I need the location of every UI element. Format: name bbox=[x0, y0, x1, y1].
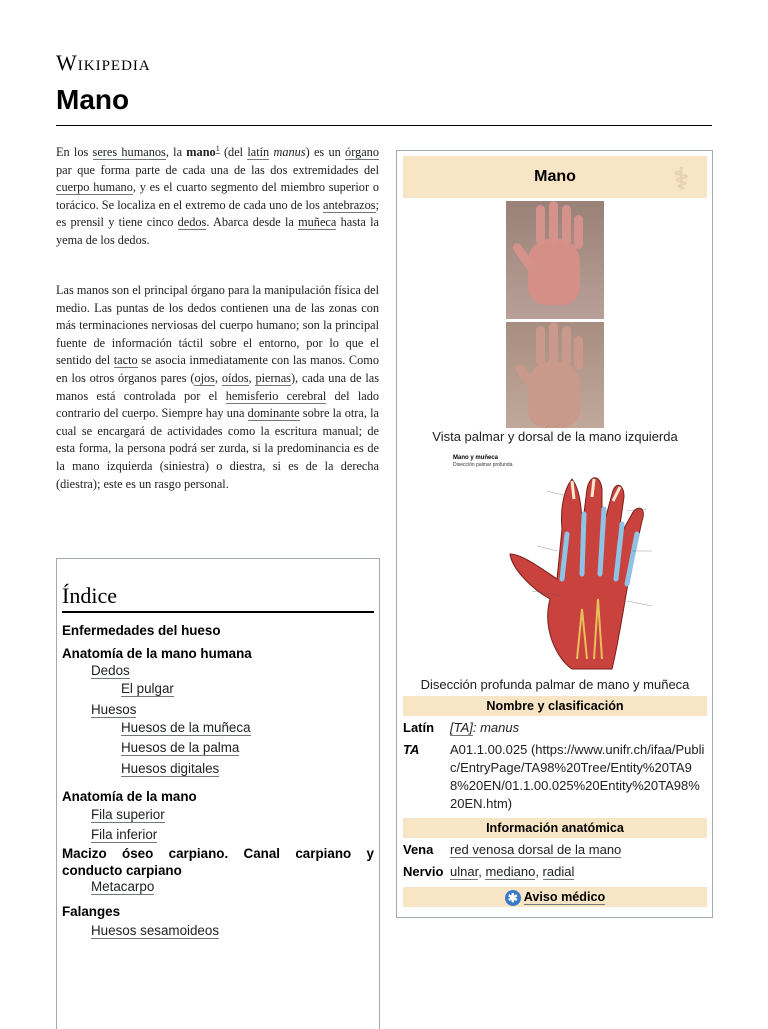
text-run: . Abarca desde la bbox=[206, 215, 299, 230]
toc-item[interactable]: Huesos sesamoideos bbox=[91, 923, 220, 938]
text-run: se asocia inmediatamente con las manos. Como en los otros órganos pares ( bbox=[56, 353, 379, 385]
nervio-value: ulnar, mediano, radial bbox=[450, 864, 575, 879]
toc-item[interactable]: Fila inferior bbox=[91, 827, 158, 842]
dissection-title: Mano y muñeca bbox=[453, 455, 499, 461]
footnote-ref[interactable]: 1 bbox=[215, 143, 220, 153]
caduceus-icon: ⚕ bbox=[673, 163, 690, 196]
intro-paragraph-2 bbox=[56, 282, 379, 493]
text-run: ; es prensil y tiene cinco bbox=[56, 197, 379, 230]
dissection-subtitle: Disección palmar profunda bbox=[453, 462, 513, 468]
article-link[interactable]: latín bbox=[247, 145, 270, 159]
toc-item[interactable]: Macizo óseo carpiano. Canal carpiano y conducto carpiano bbox=[62, 846, 374, 878]
nervio-label: Nervio bbox=[403, 864, 444, 879]
infobox-title-text: Mano bbox=[534, 168, 576, 185]
palm-photo[interactable] bbox=[506, 201, 604, 319]
toc-divider bbox=[62, 611, 374, 613]
nerve-link[interactable]: radial bbox=[542, 864, 575, 879]
ta-link[interactable]: [TA] bbox=[450, 720, 473, 735]
article-link[interactable]: ojos bbox=[194, 370, 215, 385]
toc-item[interactable]: Huesos digitales bbox=[121, 761, 220, 776]
article-link[interactable]: cuerpo humano bbox=[56, 180, 133, 195]
table-of-contents bbox=[56, 558, 380, 1029]
text-run: sobre la otra, la cual se encargará de actividades como la escritura manual; de esta forma, la persona podrá ser zurda, si la predominancia es de la mano izquierda (siniestra) o diestra, si es de la derecha (diestra); este es un rasgo personal. bbox=[56, 406, 379, 491]
text-run: , la bbox=[165, 145, 187, 159]
toc-item[interactable]: Metacarpo bbox=[91, 879, 155, 894]
article-link[interactable]: dominante bbox=[247, 406, 300, 421]
section-header-classification: Nombre y clasificación bbox=[403, 696, 707, 716]
title-divider bbox=[56, 125, 712, 126]
article-link[interactable]: tacto bbox=[113, 353, 138, 368]
article-link[interactable]: piernas bbox=[255, 370, 291, 385]
hand-dissection-illustration[interactable] bbox=[447, 451, 707, 673]
toc-item[interactable]: Huesos bbox=[91, 702, 137, 717]
text-run: par que forma parte de cada una de las dos extremidades del bbox=[56, 162, 379, 177]
toc-item[interactable]: El pulgar bbox=[121, 681, 174, 696]
toc-item[interactable]: Dedos bbox=[91, 663, 130, 678]
nerve-link[interactable]: ulnar bbox=[450, 864, 479, 879]
infobox-title bbox=[403, 156, 707, 198]
medical-star-icon: ✱ bbox=[505, 890, 521, 906]
italic-term: manus bbox=[273, 145, 306, 159]
article-link[interactable]: órgano bbox=[345, 145, 379, 159]
toc-item[interactable]: Anatomía de la mano bbox=[62, 789, 197, 804]
text-run: , bbox=[214, 370, 222, 385]
toc-item[interactable]: Anatomía de la mano humana bbox=[62, 646, 252, 661]
infobox bbox=[396, 150, 713, 918]
toc-item[interactable]: Huesos de la muñeca bbox=[121, 720, 251, 735]
ta-value-link[interactable]: A01.1.00.025 (https://www.unifr.ch/ifaa/Public/EntryPage/TA98%20Tree/Entity%20TA98%20EN/01.1.00.025%20Entity%20TA98%20EN.htm) bbox=[450, 742, 705, 811]
photo-caption: Vista palmar y dorsal de la mano izquierda bbox=[432, 429, 678, 444]
section-header-anatomy: Información anatómica bbox=[403, 818, 707, 838]
vena-value bbox=[450, 841, 706, 859]
page-title: Mano bbox=[56, 84, 130, 115]
dissection-caption: Disección profunda palmar de mano y muñeca bbox=[420, 677, 690, 692]
toc-item[interactable]: Fila superior bbox=[91, 807, 165, 822]
ta-label: TA bbox=[403, 742, 420, 757]
vena-link[interactable]: red venosa dorsal de la mano bbox=[450, 842, 622, 857]
vena-label: Vena bbox=[403, 842, 434, 857]
text-run: del lado contrario del cuerpo. Siempre hay una bbox=[56, 388, 379, 421]
article-link[interactable]: oídos bbox=[221, 370, 249, 385]
medical-notice-link[interactable]: Aviso médico bbox=[523, 890, 606, 904]
toc-item[interactable]: Huesos de la palma bbox=[121, 740, 240, 755]
article-link[interactable]: antebrazos bbox=[323, 197, 376, 212]
article-link[interactable]: dedos bbox=[177, 215, 207, 230]
nerve-link[interactable]: mediano bbox=[485, 864, 536, 879]
latin-value: [TA]: manus bbox=[450, 720, 520, 735]
text-run: ) es un bbox=[305, 145, 346, 159]
text-run: ), cada una de las manos está controlada por el bbox=[56, 370, 379, 403]
latin-label: Latín bbox=[403, 720, 435, 735]
article-link[interactable]: seres humanos bbox=[92, 145, 166, 159]
text-run: , y es el cuarto segmento del miembro superior o torácico. Se localiza en el extremo de cada uno de los bbox=[56, 180, 379, 212]
text-run: Las manos son el principal órgano para la manipulación física del medio. Las puntas de los dedos contienen una de las zonas con más terminaciones nerviosas del cuerpo humano; son la principal fuente de información táctil sobre el entorno, por lo que el sentido del bbox=[56, 283, 379, 368]
text-run: hasta la yema de los dedos. bbox=[56, 215, 379, 247]
toc-item[interactable]: Enfermedades del hueso bbox=[62, 623, 221, 638]
article-link[interactable]: hemisferio cerebral bbox=[225, 388, 327, 403]
toc-item[interactable]: Falanges bbox=[62, 904, 121, 919]
text-run: (del bbox=[219, 145, 248, 159]
wikipedia-logo[interactable]: Wikipedia bbox=[56, 50, 151, 75]
text-run: , bbox=[248, 370, 256, 385]
intro-paragraph-1 bbox=[56, 144, 379, 250]
toc-title: Índice bbox=[62, 583, 117, 608]
bold-term: mano bbox=[186, 145, 216, 159]
dorsal-photo[interactable] bbox=[506, 322, 604, 428]
text-run: En los bbox=[56, 145, 93, 159]
medical-notice[interactable] bbox=[403, 887, 707, 907]
article-link[interactable]: muñeca bbox=[298, 215, 337, 230]
